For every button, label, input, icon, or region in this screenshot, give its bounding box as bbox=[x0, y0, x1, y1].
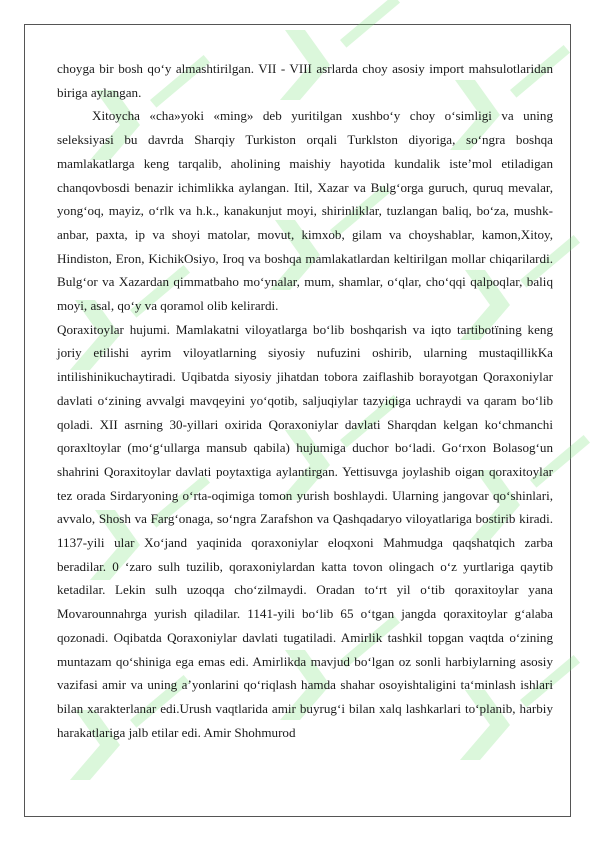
document-body bbox=[57, 57, 553, 744]
paragraph-1: choyga bir bosh qo‘y almashtirilgan. VII - VIII asrlarda choy asosiy import mahsulotlaridan biriga aylangan. bbox=[57, 61, 553, 100]
paragraph-3: Qoraxitoylar hujumi. Mamlakatni viloyatlarga bo‘lib boshqarish va iqto tartibotïning keng joriy etilishi ayrim viloyatlarning siyosiy nufuzini oshirib, ularning mustaqillikKa intilishinikuchaytiradi. Uqibatda siyosiy jihatdan tobora zaiflashib borayotgan Qoraxoniylar davlati o‘zining avvalgi mavqeyini yo‘qotib, saljuqiylar tazyiqiga uchraydi va qaram bo‘lib qoladi. XII asrning 30-yillari oxirida Qoraxoniylar davlati Sharqdan kelgan ko‘chmanchi qoraxltoylar (mo‘g‘ullarga mansub qabila) hujumiga duchor bo‘ladi. Go‘rxon Bolasog‘un shahrini Qoraxitoylar davlati poytaxtiga aylantirgan. Yettisuvga joylashib oigan qoraxitoylar tez orada Sirdaryoning o‘rta-oqimiga tomon yurish boshlaydi. Ularning jangovar qo‘shinlari, avvalo, Shosh va Farg‘onaga, so‘ngra Zarafshon va Qashqadaryo viloyatlariga bostirib kiradi. 1137-yili ular Xo‘jand yaqinida qoraxoniylar eloqxoni Mahmudga qaqshatqich zarba beradilar. 0 ‘zaro sulh tuzilib, qoraxoniylardan katta tovon olingach o‘z yurtlariga qaytib ketadilar. Lekin sulh uzoqqa cho‘zilmaydi. Oradan to‘rt yil o‘tib qoraxitoylar yana Movarounnahrga yurish qiladilar. 1141-yili bo‘lib 65 o‘tgan jangda qoraxitoylar g‘alaba qozonadi. Oqibatda Qoraxoniylar davlati tugatiladi. Amirlik tashkil topgan vaqtda o‘zining muntazam qo‘shiniga ega emas edi. Amirlikda mavjud bo‘lgan oz sonli harbiylarning asosiy vazifasi amir va uning a’yonlarini qo‘riqlash hamda shahar osoyishtaligini ta‘minlash ishlari bilan xarakterlanar edi.Urush vaqtlarida amir buyrug‘i bilan xalq lashkarlari to‘planib, harbiy harakatlariga jalb etilar edi. Amir Shohmurod bbox=[57, 321, 553, 740]
paragraph-2: Xitoycha «cha»yoki «ming» deb yuritilgan xushbo‘y choy o‘simligi va uning seleksiyasi bu davrda Sharqiy Turkiston orqali Turklston diyoriga, so‘ngra boshqa mamlakatlarga keng tarqalib, aholining maishiy hayotida kundalik iste’mol etiladigan chanqovbosdi benazir ichimlikka aylangan. Itil, Xazar va Bulg‘orga guruch, quruq mevalar, yong‘oq, mayiz, o‘rlk va h.k., kanakunjut moyi, shirinliklar, tuzlangan baliq, bo‘za, mushk-anbar, paxta, ip va shoyi matolar, movut, kimxob, gilam va choyshablar, kamon,Xitoy, Hindiston, Eron, KichikOsiyo, Iroq va boshqa mamlakatlardan keltirilgan mollar chiqarilardi. Bulg‘or va Xazardan qimmatbaho mo‘ynalar, mum, shamlar, o‘qlar, cho‘qqi qalpoqlar, baliq moyi, asal, qo‘y va qoramol olib kelirardi. bbox=[57, 108, 553, 314]
